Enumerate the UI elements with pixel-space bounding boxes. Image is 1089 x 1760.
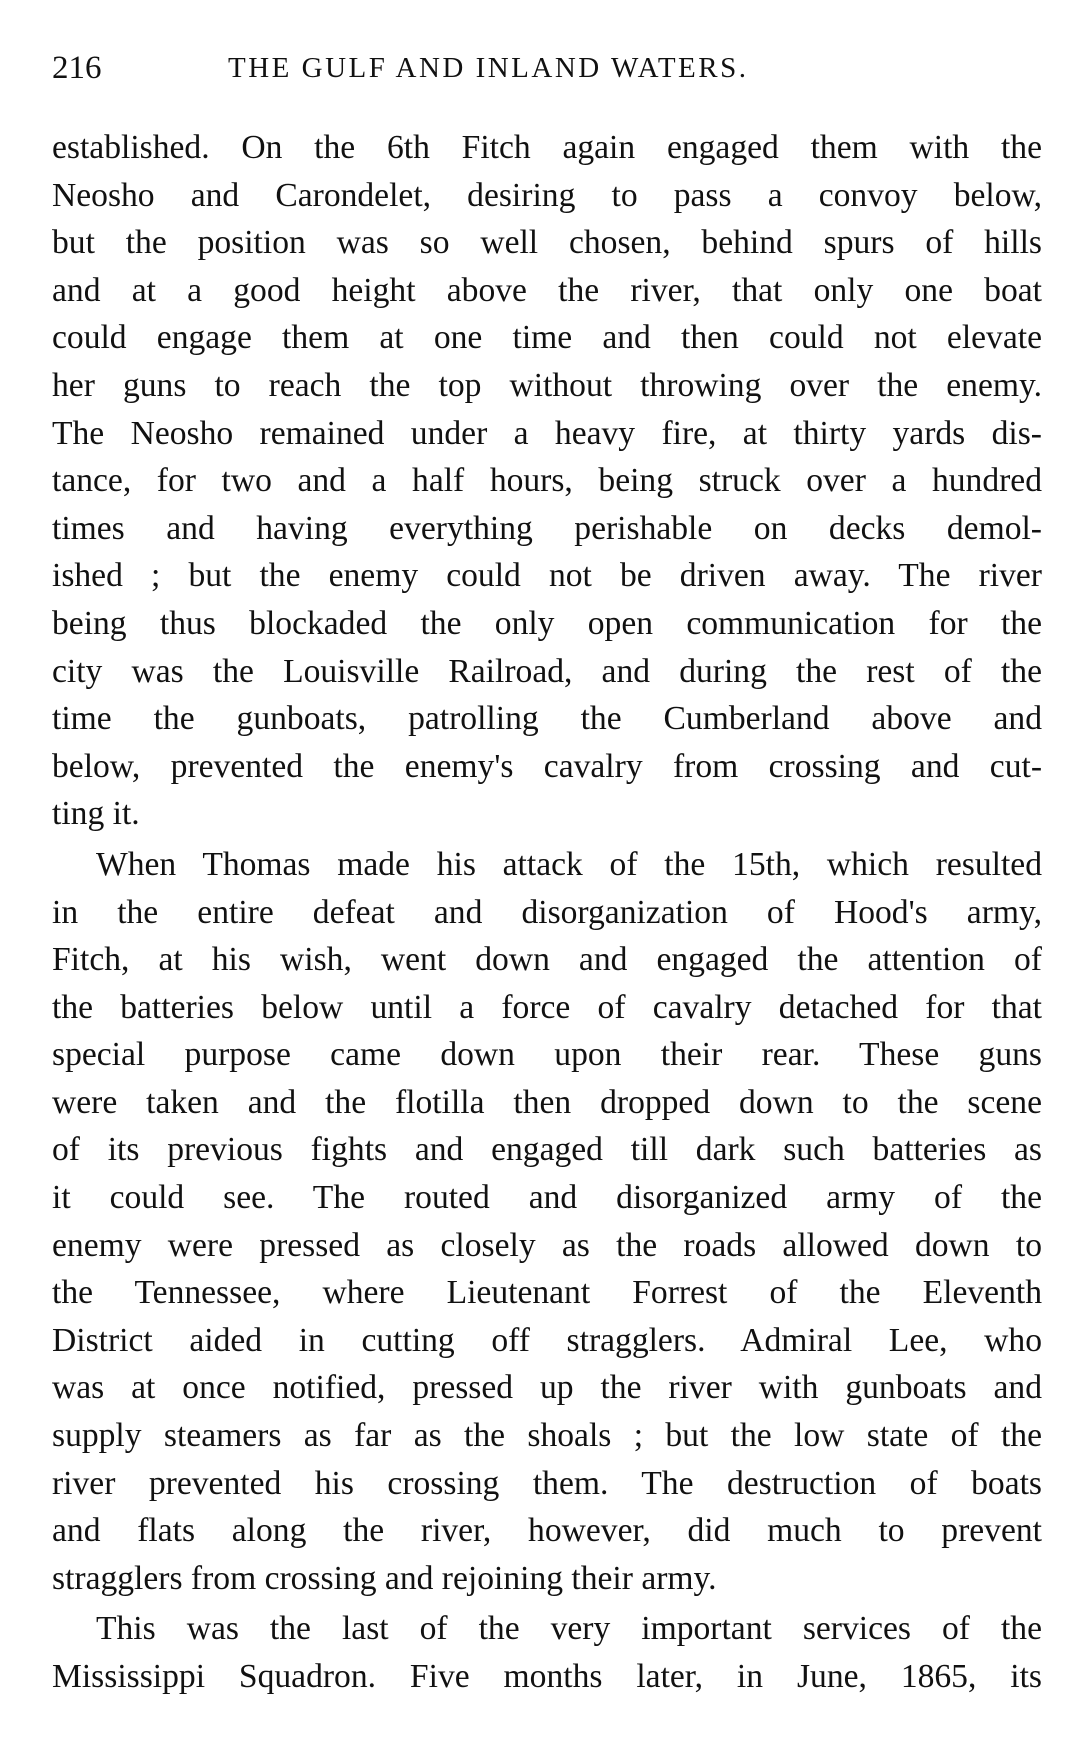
text-line: the Tennessee, where Lieutenant Forrest of the Eleventh — [52, 1274, 1042, 1312]
text-line: but the position was so well chosen, behind spurs of hills — [52, 224, 1042, 262]
text-line: When Thomas made his attack of the 15th, which resulted — [96, 845, 1042, 883]
running-head — [52, 36, 1042, 96]
text-line: tance, for two and a half hours, being struck over a hundred — [52, 462, 1042, 500]
text-line: enemy were pressed as closely as the roads allowed down to — [52, 1226, 1042, 1264]
text-line: The Neosho remained under a heavy fire, at thirty yards dis- — [52, 414, 1042, 452]
text-line: and flats along the river, however, did much to prevent — [52, 1512, 1042, 1550]
text-line: were taken and the flotilla then dropped down to the scene — [52, 1083, 1042, 1121]
paragraph — [52, 1605, 1042, 1700]
text-line: her guns to reach the top without throwing over the enemy. — [52, 366, 1042, 404]
text-line: Neosho and Carondelet, desiring to pass a convoy below, — [52, 176, 1042, 214]
text-line: supply steamers as far as the shoals ; but the low state of the — [52, 1417, 1042, 1455]
running-title: THE GULF AND INLAND WATERS. — [228, 52, 749, 84]
text-line: being thus blockaded the only open communication for the — [52, 604, 1042, 642]
text-line: in the entire defeat and disorganization of Hood's army, — [52, 893, 1042, 931]
text-line: Fitch, at his wish, went down and engaged the attention of — [52, 941, 1042, 979]
text-line: established. On the 6th Fitch again engaged them with the — [52, 129, 1042, 166]
text-line: District aided in cutting off stragglers. Admiral Lee, who — [52, 1321, 1042, 1359]
page-number: 216 — [52, 50, 102, 86]
book-page — [52, 36, 1042, 1704]
text-line: Mississippi Squadron. Five months later, in June, 1865, its — [52, 1658, 1042, 1695]
paragraph — [52, 841, 1042, 1603]
text-line: ting it. — [52, 795, 140, 833]
text-line: river prevented his crossing them. The destruction of boats — [52, 1464, 1042, 1502]
text-line: it could see. The routed and disorganized army of the — [52, 1179, 1042, 1217]
text-line: times and having everything perishable on decks demol- — [52, 509, 1042, 547]
text-line: This was the last of the very important services of the — [96, 1610, 1042, 1648]
text-line: stragglers from crossing and rejoining their army. — [52, 1559, 717, 1597]
text-line: ished ; but the enemy could not be driven away. The river — [52, 557, 1042, 595]
text-line: time the gunboats, patrolling the Cumberland above and — [52, 700, 1042, 738]
text-line: city was the Louisville Railroad, and during the rest of the — [52, 652, 1042, 690]
text-line: was at once notified, pressed up the river with gunboats and — [52, 1369, 1042, 1407]
text-line: the batteries below until a force of cavalry detached for that — [52, 988, 1042, 1026]
paragraph — [52, 124, 1042, 838]
text-line: below, prevented the enemy's cavalry from crossing and cut- — [52, 747, 1042, 785]
body-text — [52, 124, 1042, 1701]
text-line: special purpose came down upon their rear. These guns — [52, 1036, 1042, 1074]
text-line: of its previous fights and engaged till dark such batteries as — [52, 1131, 1042, 1169]
text-line: and at a good height above the river, that only one boat — [52, 271, 1042, 309]
text-line: could engage them at one time and then could not elevate — [52, 319, 1042, 357]
